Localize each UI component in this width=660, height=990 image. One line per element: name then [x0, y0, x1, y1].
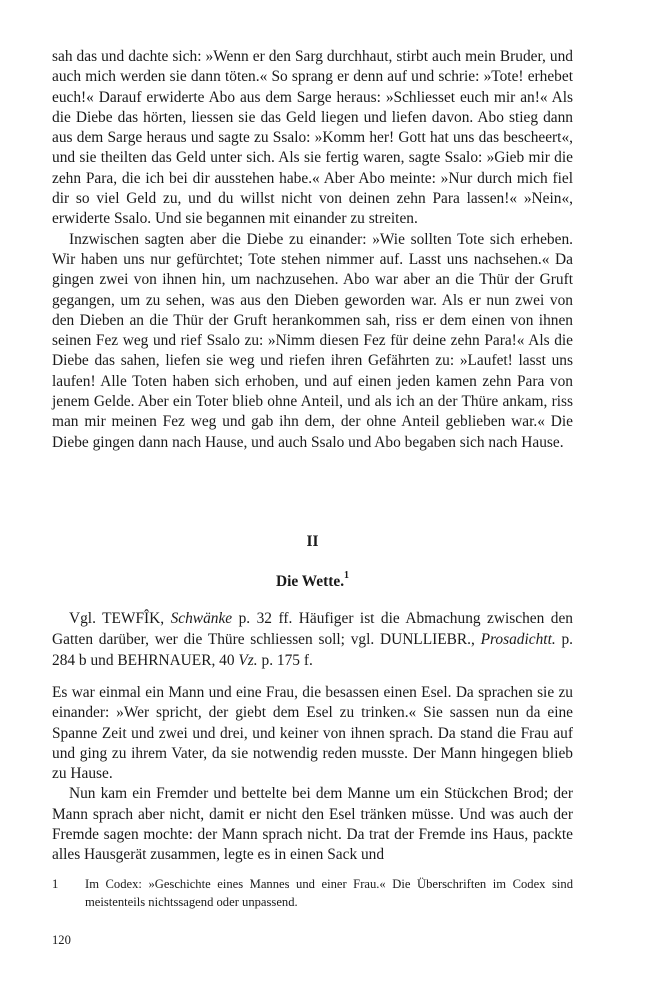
- note-italic-title: Prosadichtt.: [480, 631, 556, 648]
- section-number: II: [306, 533, 319, 550]
- reference-paragraph: [52, 608, 573, 671]
- footnote-number: 1: [52, 877, 59, 891]
- note-text: p. 32 ff. Häufiger ist die Abmachung zwischen den Gatten darüber, wer die Thüre schliessen soll; vgl. DUNLLIEBR.,: [52, 610, 574, 648]
- note-text: p. 284 b und BEHRNAUER, 40: [52, 631, 574, 669]
- note-text: p. 175 f.: [257, 652, 313, 669]
- continued-story-text: [52, 47, 573, 453]
- paragraph: Nun kam ein Fremder und bettelte bei dem Manne um ein Stückchen Brod; der Mann sprach aber nicht, damit er nicht den Esel tränken müsse. Und was auch der Fremde sagen mochte: der Mann sprach nicht. Da trat der Fremde ins Haus, packte alles Hausgerät zusammen, legte es in einen Sack und: [52, 785, 573, 864]
- footnote: [52, 876, 573, 911]
- section-title: [52, 572, 573, 591]
- note-text: Vgl. TEWFÎK,: [69, 610, 171, 627]
- footnote-text: Im Codex: »Geschichte eines Mannes und einer Frau.« Die Überschriften im Codex sind meistenteils nichtssagend oder unpassend.: [85, 877, 573, 909]
- note-italic-title: Schwänke: [170, 610, 233, 627]
- note-italic-title: Vz.: [238, 652, 258, 669]
- story-text: [52, 683, 573, 866]
- reference-note: [52, 608, 573, 671]
- paragraph: sah das und dachte sich: »Wenn er den Sarg durchhaut, stirbt auch mein Bruder, und auch mich werden sie dann töten.« So sprang er denn auf und schrie: »Tote! erhebet euch!« Darauf erwiderte Abo aus dem Sarge heraus: »Schliesset euch mir an!« Als die Diebe das hörten, liessen sie das Geld liegen und liefen davon. Abo stieg dann aus dem Sarge heraus und sagte zu Ssalo: »Komm her! Gott hat uns das bescheert«, und sie theilten das Geld unter sich. Als sie fertig waren, sagte Ssalo: »Gieb mir die zehn Para, die ich bei dir ausstehen habe.« Aber Abo meinte: »Nur durch mich fiel dir so viel Geld zu, und du willst nicht von deinen zehn Para lassen!« »Nein«, erwiderte Ssalo. Und sie begannen mit einander zu streiten.: [52, 48, 573, 228]
- section-title-text: Die Wette.: [275, 573, 345, 591]
- paragraph: Es war einmal ein Mann und eine Frau, die besassen einen Esel. Da sprachen sie zu einander: »Wer spricht, der giebt dem Esel zu trinken.« Sie sassen nun da eine Spanne Zeit und zwei und drei, und keiner von ihnen sprach. Da stand die Frau auf und ging zu ihrem Vater, da sie notwendig reden musste. Der Mann hingegen blieb zu Hause.: [52, 684, 573, 783]
- paragraph: Inzwischen sagten aber die Diebe zu einander: »Wie sollten Tote sich erheben. Wir haben uns nur gefürchtet; Tote stehen nimmer auf. Lasst uns nachsehen.« Da gingen zwei von ihnen hin, um nachzusehen. Abo war aber an die Thür der Gruft gegangen, um zu sehen, was aus den Dieben geworden war. Als er nun zwei von den Dieben an die Thür der Gruft herankommen sah, riss er dem einen von ihnen seinen Fez weg und rief Ssalo zu: »Nimm diesen Fez für deine zehn Para!« Als die Diebe das sahen, liefen sie weg und riefen ihren Gefährten zu: »Laufet! lasst uns laufen! Alle Toten haben sich erhoben, und auf einen jeden kamen zehn Para von jenem Gelde. Aber ein Toter blieb ohne Anteil, und als ich an der Thüre ankam, riss man mir meinen Fez weg und gab ihn dem, der ohne Anteil geblieben war.« Die Diebe gingen dann nach Hause, und auch Ssalo und Abo begaben sich nach Hause.: [52, 230, 573, 451]
- footnote-reference: 1: [344, 570, 350, 581]
- page-number: 120: [52, 933, 71, 947]
